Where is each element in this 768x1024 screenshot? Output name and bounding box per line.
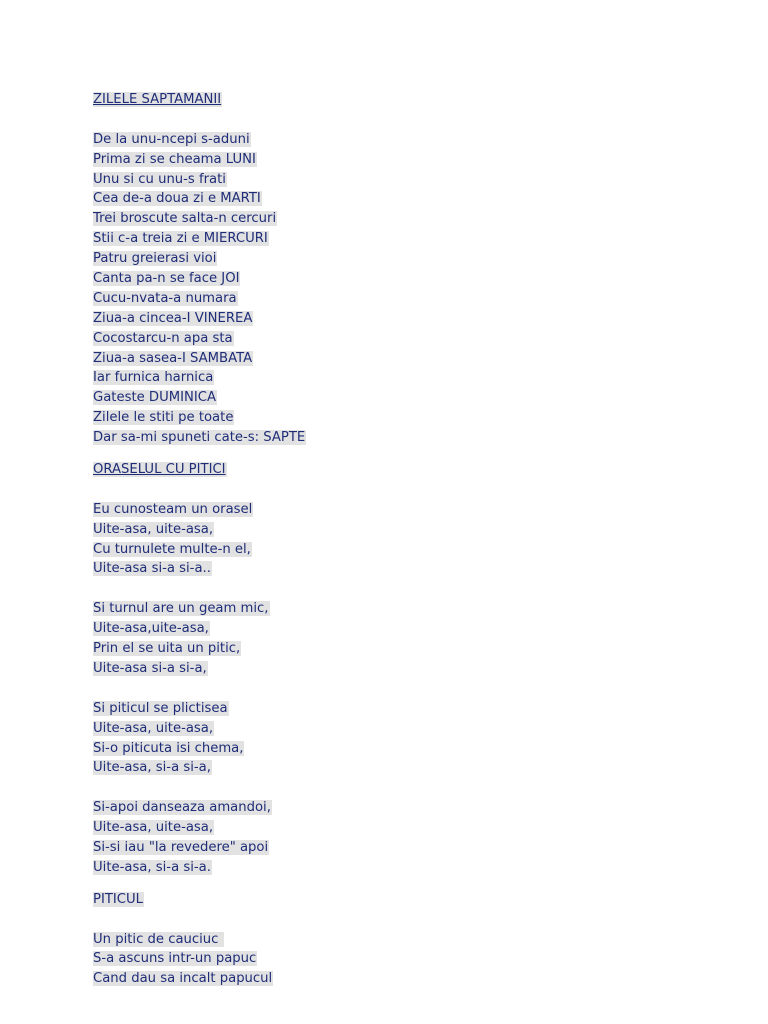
poem-line: Patru greierasi vioi [93,251,217,267]
poem-line: Uite-asa, si-a si-a. [93,859,211,875]
poem-line: Cand dau sa incalt papucul [93,971,273,987]
poem-line: Uite-asa,uite-asa, [93,621,209,637]
poem-line: S-a ascuns intr-un papuc [93,951,257,967]
poem-title: ZILELE SAPTAMANII [93,92,222,107]
poem-line: Si-o piticuta isi chema, [93,740,244,756]
poem-line: Si piticul se plictisea [93,700,228,716]
poem-title: PITICUL [93,891,143,907]
poem-line: Prin el se uita un pitic, [93,641,241,657]
poem-line: Zilele le stiti pe toate [93,410,234,426]
poem-line: Canta pa-n se face JOI [93,271,240,287]
poem-title: ORASELUL CU PITICI [93,462,226,478]
poem-line: Un pitic de cauciuc [93,931,223,947]
poem-line: Stii c-a treia zi e MIERCURI [93,231,268,247]
stanza [93,930,733,990]
stanza [93,500,733,580]
poem-line: Si-si iau "la revedere" apoi [93,839,269,855]
poem-line: Eu cunosteam un orasel [93,501,253,517]
poem-line: Cocostarcu-n apa sta [93,330,233,346]
poem-line: Si turnul are un geam mic, [93,601,269,617]
poem-line: Prima zi se cheama LUNI [93,151,256,167]
poem-line: Dar sa-mi spuneti cate-s: SAPTE [93,430,306,446]
poem-line: Uite-asa, uite-asa, [93,521,214,537]
poem-line: Cucu-nvata-a numara [93,290,237,306]
poem-line: Uite-asa si-a si-a.. [93,561,211,577]
poem-line: Unu si cu unu-s frati [93,171,226,187]
poem-line: Cu turnulete multe-n el, [93,541,251,557]
stanza [93,599,733,679]
poem-line: Iar furnica harnica [93,370,214,386]
stanza [93,130,733,448]
poem-line: Uite-asa, uite-asa, [93,820,214,836]
poem-line: Ziua-a cincea-I VINEREA [93,310,253,326]
poem-line: Uite-asa, si-a si-a, [93,760,211,776]
stanza [93,699,733,779]
poem-line: Ziua-a sasea-I SAMBATA [93,350,253,366]
document-page [93,90,733,989]
poem-line: Si-apoi danseaza amandoi, [93,800,271,816]
poem-line: Trei broscute salta-n cercuri [93,211,277,227]
poem-line: De la unu-ncepi s-aduni [93,131,250,147]
poem-line: Gateste DUMINICA [93,390,216,406]
poem-line: Uite-asa si-a si-a, [93,660,207,676]
stanza [93,798,733,878]
poem-line: Uite-asa, uite-asa, [93,720,214,736]
poem-line: Cea de-a doua zi e MARTI [93,191,261,207]
